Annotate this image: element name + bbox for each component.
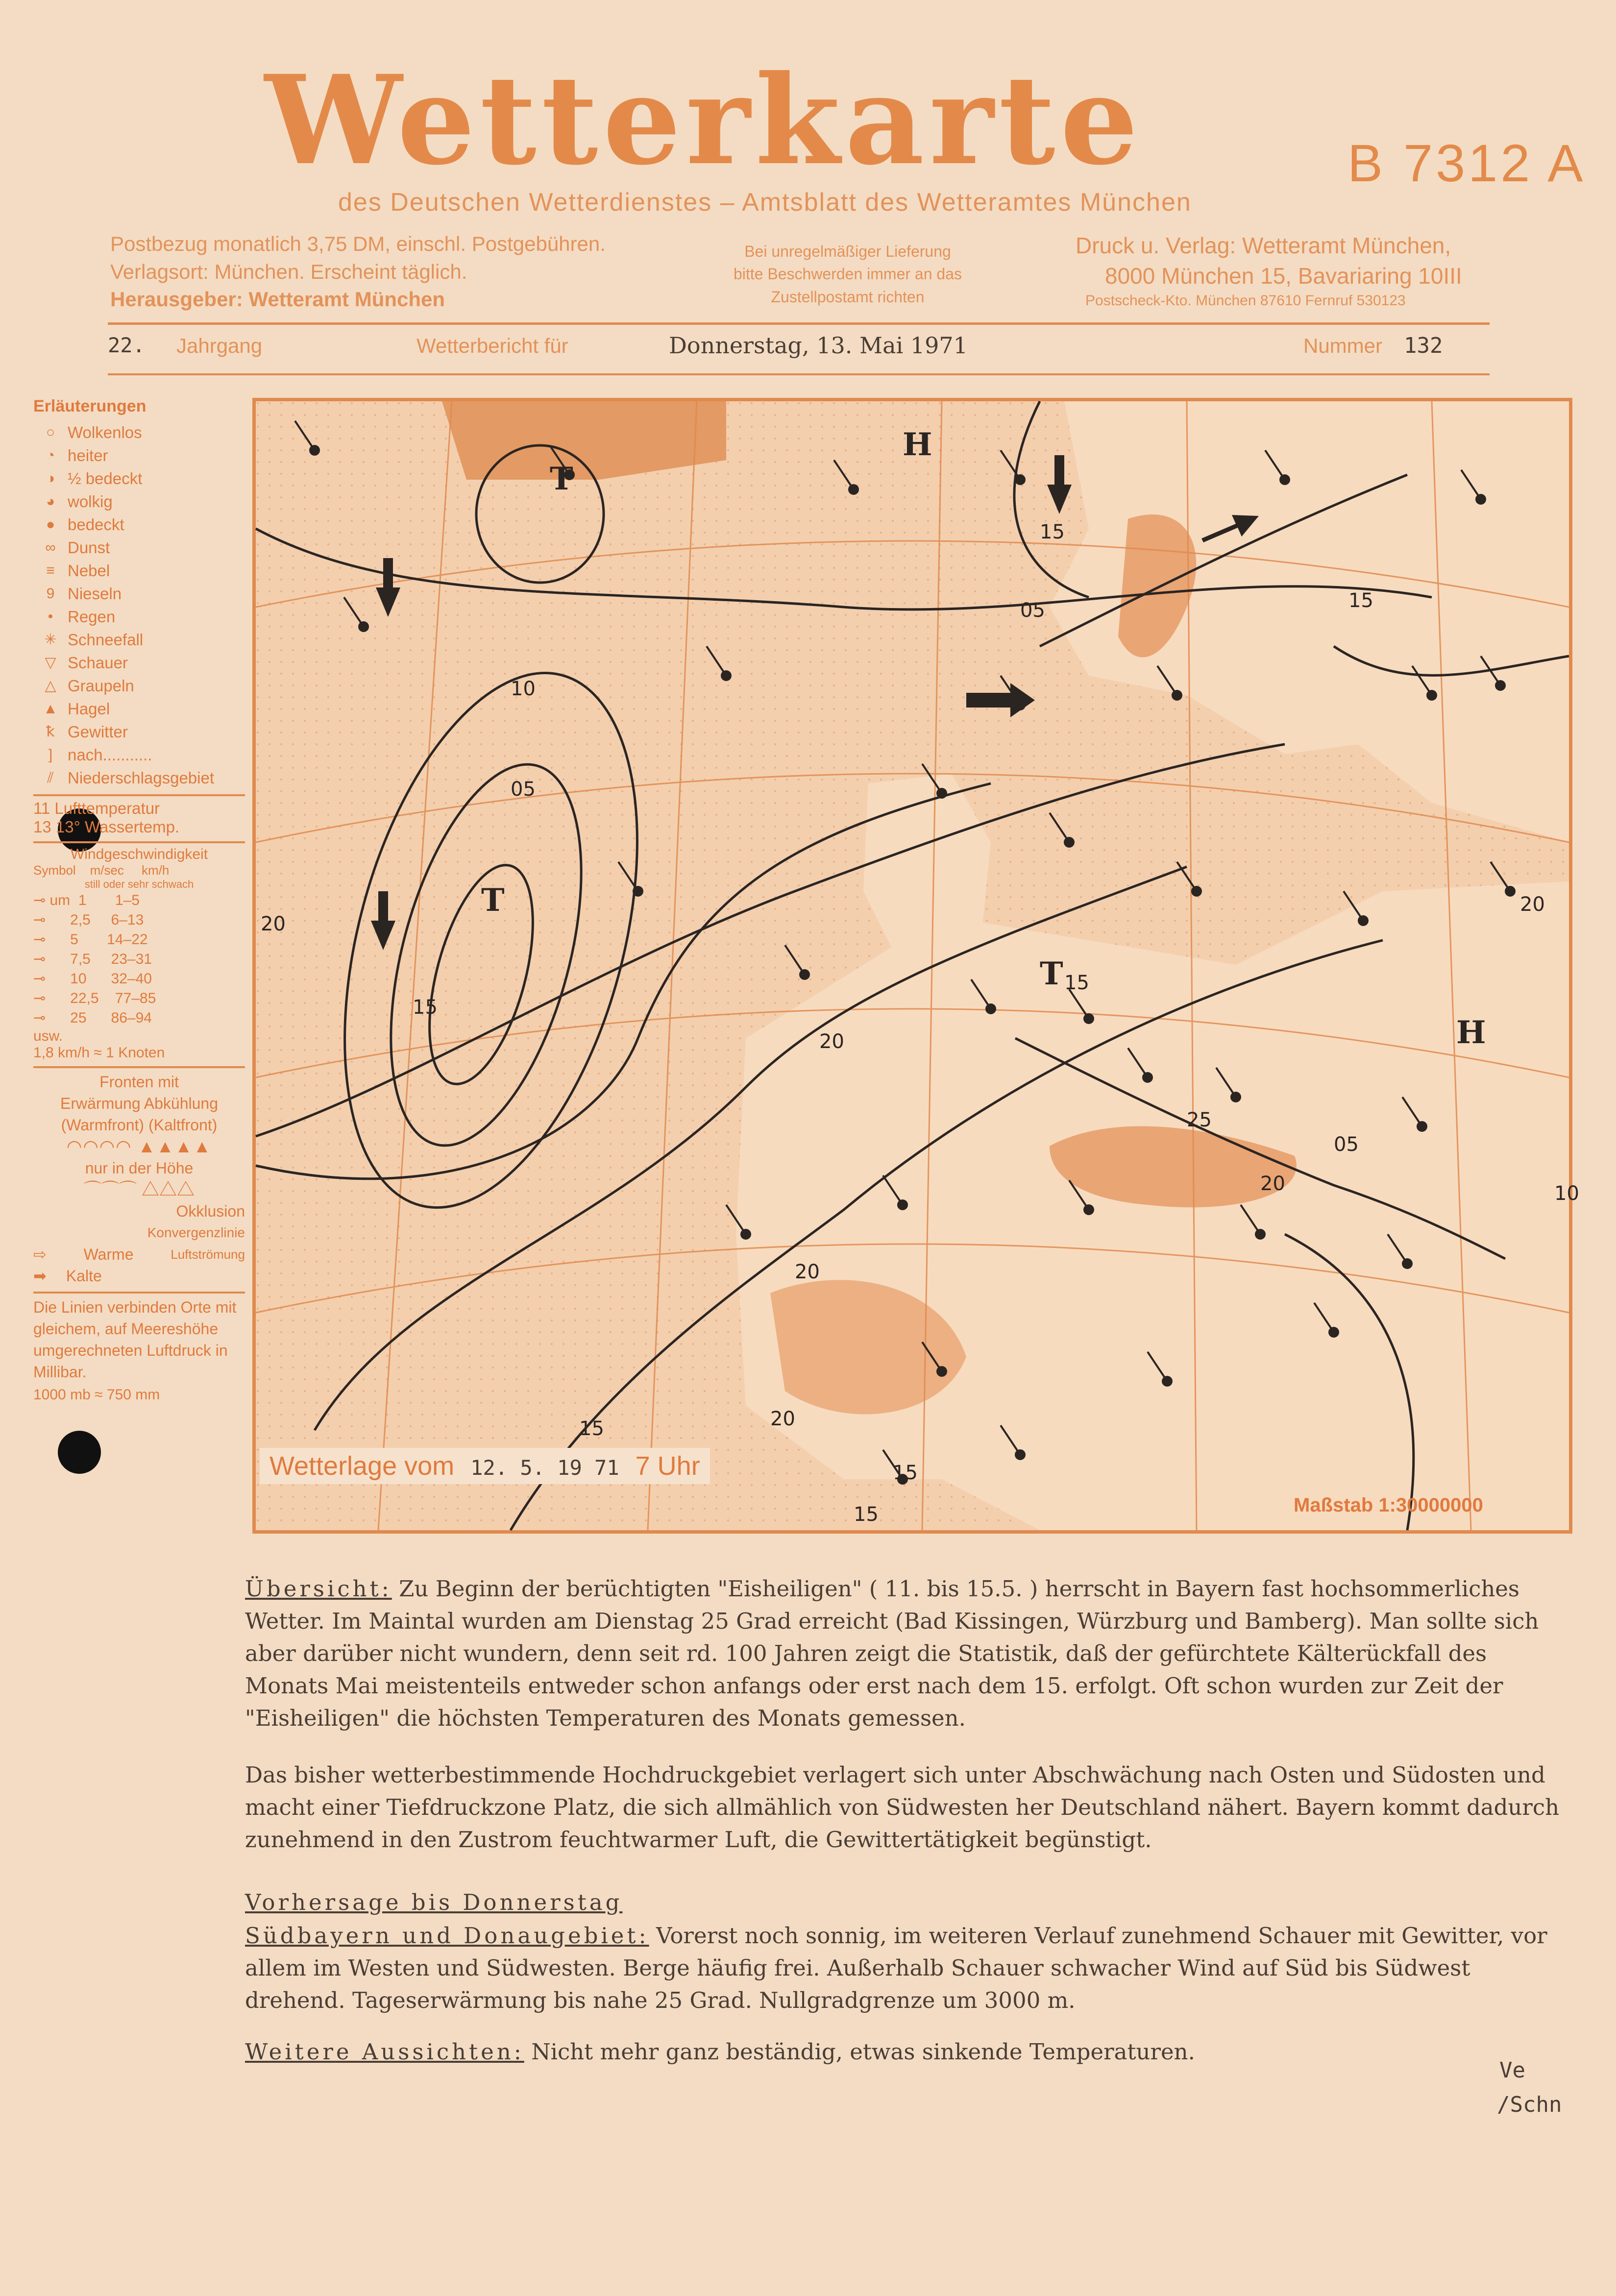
legend-panel (33, 397, 245, 1403)
isobar-value-label: 20 (261, 913, 286, 935)
warm-arrow-icon: ⇨ (33, 1246, 47, 1263)
map-scale: Maßstab 1:30000000 (1294, 1494, 1483, 1516)
isobar-value-label: 05 (1020, 599, 1045, 622)
legend-item (33, 605, 245, 628)
publisher-address: Druck u. Verlag: Wetteramt München, 8000 München 15, Bavariaring 10III Postscheck-Kto. München 87610 Fernruf 530123 (1076, 233, 1462, 309)
isobar-value-label: 20 (770, 1408, 795, 1430)
wind-row: ⊸ 22,5 77–85 (33, 990, 156, 1006)
high-pressure-center: H (903, 426, 932, 463)
isobar-value-label: 20 (1520, 893, 1545, 916)
postal-code: B 7312 A (1347, 133, 1586, 193)
legend-item (33, 421, 245, 444)
legend-item (33, 720, 245, 743)
cold-arrow-icon: ➡ (33, 1267, 47, 1285)
legend-item-label: wolkig (68, 492, 113, 511)
suedbayern-paragraph: Südbayern und Donaugebiet: Vorerst noch sonnig, im weiteren Verlauf zunehmend Schauer mit Gewitter, vor allem im Westen und Südwesten. Berge häufig frei. Außerhalb Schauer schwacher Wind auf Süd bis Südwest drehend. Tageserwärmung bis nahe 25 Grad. Nullgradgrenze um 3000 m. (245, 1923, 1547, 2013)
legend-symbol-list (33, 421, 245, 766)
masthead-subtitle: des Deutschen Wetterdienstes – Amtsblatt des Wetteramtes München (338, 188, 1192, 217)
lage-paragraph: Das bisher wetterbestimmende Hochdruckgebiet verlagert sich unter Abschwächung nach Osten und Südosten und macht einer Tiefdruckzone Platz, die sich allmählich von Südwesten her Deutschland nähert. Bayern kommt dadurch zunehmend in den Zustrom feuchtwarmer Luft, die Gewittertätigkeit begünstigt. (245, 1762, 1560, 1853)
legend-item (33, 490, 245, 513)
legend-item-label: Schauer (68, 653, 128, 672)
legend-item-label: bedeckt (68, 515, 124, 534)
header-rule-2 (108, 373, 1490, 375)
isobar-value-label: 15 (1064, 972, 1089, 994)
legend-item-label: ½ bedeckt (68, 469, 143, 488)
wetterlage-label: Wetterlage vom 12. 5. 19 71 7 Uhr (260, 1448, 710, 1484)
isobar-value-label: 15 (1348, 589, 1373, 612)
legend-item-label: Dunst (68, 538, 110, 557)
legend-item (33, 536, 245, 559)
legend-item-label: Wolkenlos (68, 423, 142, 441)
isobar-value-label: 15 (579, 1417, 604, 1440)
isobar-value-label: 10 (511, 678, 536, 700)
low-pressure-center: T (481, 882, 505, 919)
legend-niederschlag: ⫽ Niederschlagsgebiet (33, 766, 245, 789)
front-upper-icon: ⌒⌒⌒ △△△ (83, 1179, 195, 1199)
weather-symbol-icon: ≡ (46, 562, 55, 579)
isobar-value-label: 25 (1187, 1109, 1212, 1131)
legend-item (33, 674, 245, 697)
hatch-icon: ⫽ (47, 769, 54, 786)
vorhersage-heading: Vorhersage bis Donnerstag (245, 1889, 623, 1915)
legend-item (33, 444, 245, 467)
uebersicht-paragraph: Übersicht: Zu Beginn der berüchtigten "Eisheiligen" ( 11. bis 15.5. ) herrscht in Bayern fast hochsommerliches Wetter. Im Maintal wurden am Dienstag 25 Grad erreicht (Bad Kissingen, Würzburg und Bamberg). Man sollte sich aber darüber nicht wundern, denn seit rd. 100 Jahren zeigt die Statistik, daß der gefürchtete Kälterückfall des Monats Mai meistenteils entweder schon anfangs oder erst nach dem 15. erfolgt. Oft schon wurden zur Zeit der "Eisheiligen" die höchsten Temperaturen des Monats gemessen. (245, 1576, 1539, 1731)
weather-symbol-icon: ∞ (45, 539, 56, 556)
signature-2: /Schn (1497, 2092, 1562, 2117)
issue-date: Donnerstag, 13. Mai 1971 (669, 332, 968, 359)
weather-symbol-icon: ] (48, 746, 53, 763)
legend-fronts: Fronten mit Erwärmung Abkühlung (Warmfront) (Kaltfront) ◠◠◠◠ ▲▲▲▲ nur in der Höhe ⌒⌒⌒ △△△ Okklusion Konvergenzlinie ⇨ Warme Luftströmung ➡ Kalte (33, 1066, 245, 1287)
legend-item-label: Schneefall (68, 630, 144, 649)
front-symbols-icon: ◠◠◠◠ ▲▲▲▲ (66, 1136, 212, 1156)
high-pressure-center: H (1456, 1014, 1486, 1051)
legend-item (33, 559, 245, 582)
legend-item-label: Nieseln (68, 584, 122, 603)
legend-item (33, 513, 245, 536)
map-drawing (256, 401, 1579, 1530)
wind-row: ⊸ 7,5 23–31 (33, 951, 152, 967)
isobar-value-label: 15 (1040, 521, 1065, 543)
low-pressure-center: T (1040, 955, 1063, 992)
isobar-value-label: 20 (819, 1030, 844, 1053)
legend-mb-note: 1000 mb ≈ 750 mm (33, 1387, 160, 1403)
weather-symbol-icon: ◕ (46, 493, 55, 510)
europe-land (736, 881, 1569, 1530)
wind-row: ⊸ 5 14–22 (33, 931, 148, 948)
uebersicht-heading: Übersicht: (245, 1576, 392, 1602)
weather-symbol-icon: ✳ (44, 632, 57, 648)
masthead-title: Wetterkarte (265, 48, 1143, 192)
wind-row: ⊸ um 1 1–5 (33, 892, 140, 908)
legend-item-label: Graupeln (68, 676, 134, 695)
legend-item (33, 628, 245, 651)
weather-symbol-icon: ◔ (46, 447, 55, 464)
isobar-value-label: 10 (1554, 1182, 1579, 1205)
legend-item-label: nach........... (68, 745, 152, 764)
legend-item (33, 697, 245, 720)
legend-item (33, 467, 245, 490)
issue-line: 22. Jahrgang Wetterbericht für Donnerstag, 13. Mai 1971 Nummer 132 (108, 332, 1443, 359)
punch-hole-bottom (58, 1431, 101, 1474)
legend-item-label: Gewitter (68, 722, 128, 741)
weather-symbol-icon: 9 (46, 585, 55, 602)
legend-wind: Windgeschwindigkeit Symbol m/sec km/h still oder sehr schwach ⊸ um 1 1–5 ⊸ 2,5 6–13 ⊸ 5 14–22 ⊸ 7,5 23–31 ⊸ 10 32–40 ⊸ 22,5 77–85 ⊸ 25 86–94 usw. 1,8 km/h ≈ 1 Knoten (33, 841, 245, 1061)
legend-item-label: Regen (68, 607, 116, 626)
isobar-value-label: 05 (1334, 1133, 1359, 1156)
wind-row: ⊸ 25 86–94 (33, 1010, 152, 1026)
low-pressure-center: T (550, 461, 573, 497)
isobar-value-label: 15 (413, 996, 438, 1019)
legend-title: Erläuterungen (33, 397, 147, 415)
legend-item (33, 582, 245, 605)
delivery-notice: Bei unregelmäßiger Lieferung bitte Beschwerden immer an das Zustellpostamt richten (734, 243, 962, 306)
signature-1: Ve (1499, 2058, 1525, 2083)
weather-map (252, 398, 1579, 1534)
isobar-value-label: 05 (511, 778, 536, 801)
weather-symbol-icon: ◑ (46, 470, 55, 487)
weather-symbol-icon: • (48, 608, 53, 625)
legend-item (33, 651, 245, 674)
weather-symbol-icon: ▲ (43, 700, 58, 717)
wind-row: ⊸ 10 32–40 (33, 971, 152, 987)
subscription-info: Postbezug monatlich 3,75 DM, einschl. Postgebühren. Verlagsort: München. Erscheint täglich. Herausgeber: Wetteramt München (110, 232, 606, 311)
legend-isobar-note: Die Linien verbinden Orte mit gleichem, auf Meereshöhe umgerechneten Luftdruck in Millibar. (33, 1292, 245, 1383)
header-rule-1 (108, 322, 1490, 325)
legend-item-label: Hagel (68, 699, 110, 718)
weather-symbol-icon: ○ (46, 424, 55, 440)
isobar-value-label: 15 (854, 1503, 879, 1526)
legend-temperature: 11 Lufttemperatur 13 13° Wassertemp. (33, 794, 245, 836)
aussichten-heading: Weitere Aussichten: (245, 2039, 524, 2065)
weather-symbol-icon: ▽ (45, 655, 56, 671)
weather-symbol-icon: ꝁ (46, 724, 55, 740)
weather-symbol-icon: ● (46, 516, 55, 533)
weather-symbol-icon: △ (45, 678, 56, 694)
isobar-value-label: 20 (1260, 1172, 1285, 1195)
aussichten-paragraph: Weitere Aussichten: Nicht mehr ganz beständig, etwas sinkende Temperaturen. (245, 2039, 1195, 2065)
legend-item-label: heiter (68, 446, 108, 464)
isobar-value-label: 15 (893, 1462, 918, 1484)
legend-item-label: Nebel (68, 561, 110, 580)
wind-row: ⊸ 2,5 6–13 (33, 912, 144, 928)
isobar-value-label: 20 (795, 1261, 820, 1283)
legend-item (33, 743, 245, 766)
suedbayern-heading: Südbayern und Donaugebiet: (245, 1923, 649, 1949)
